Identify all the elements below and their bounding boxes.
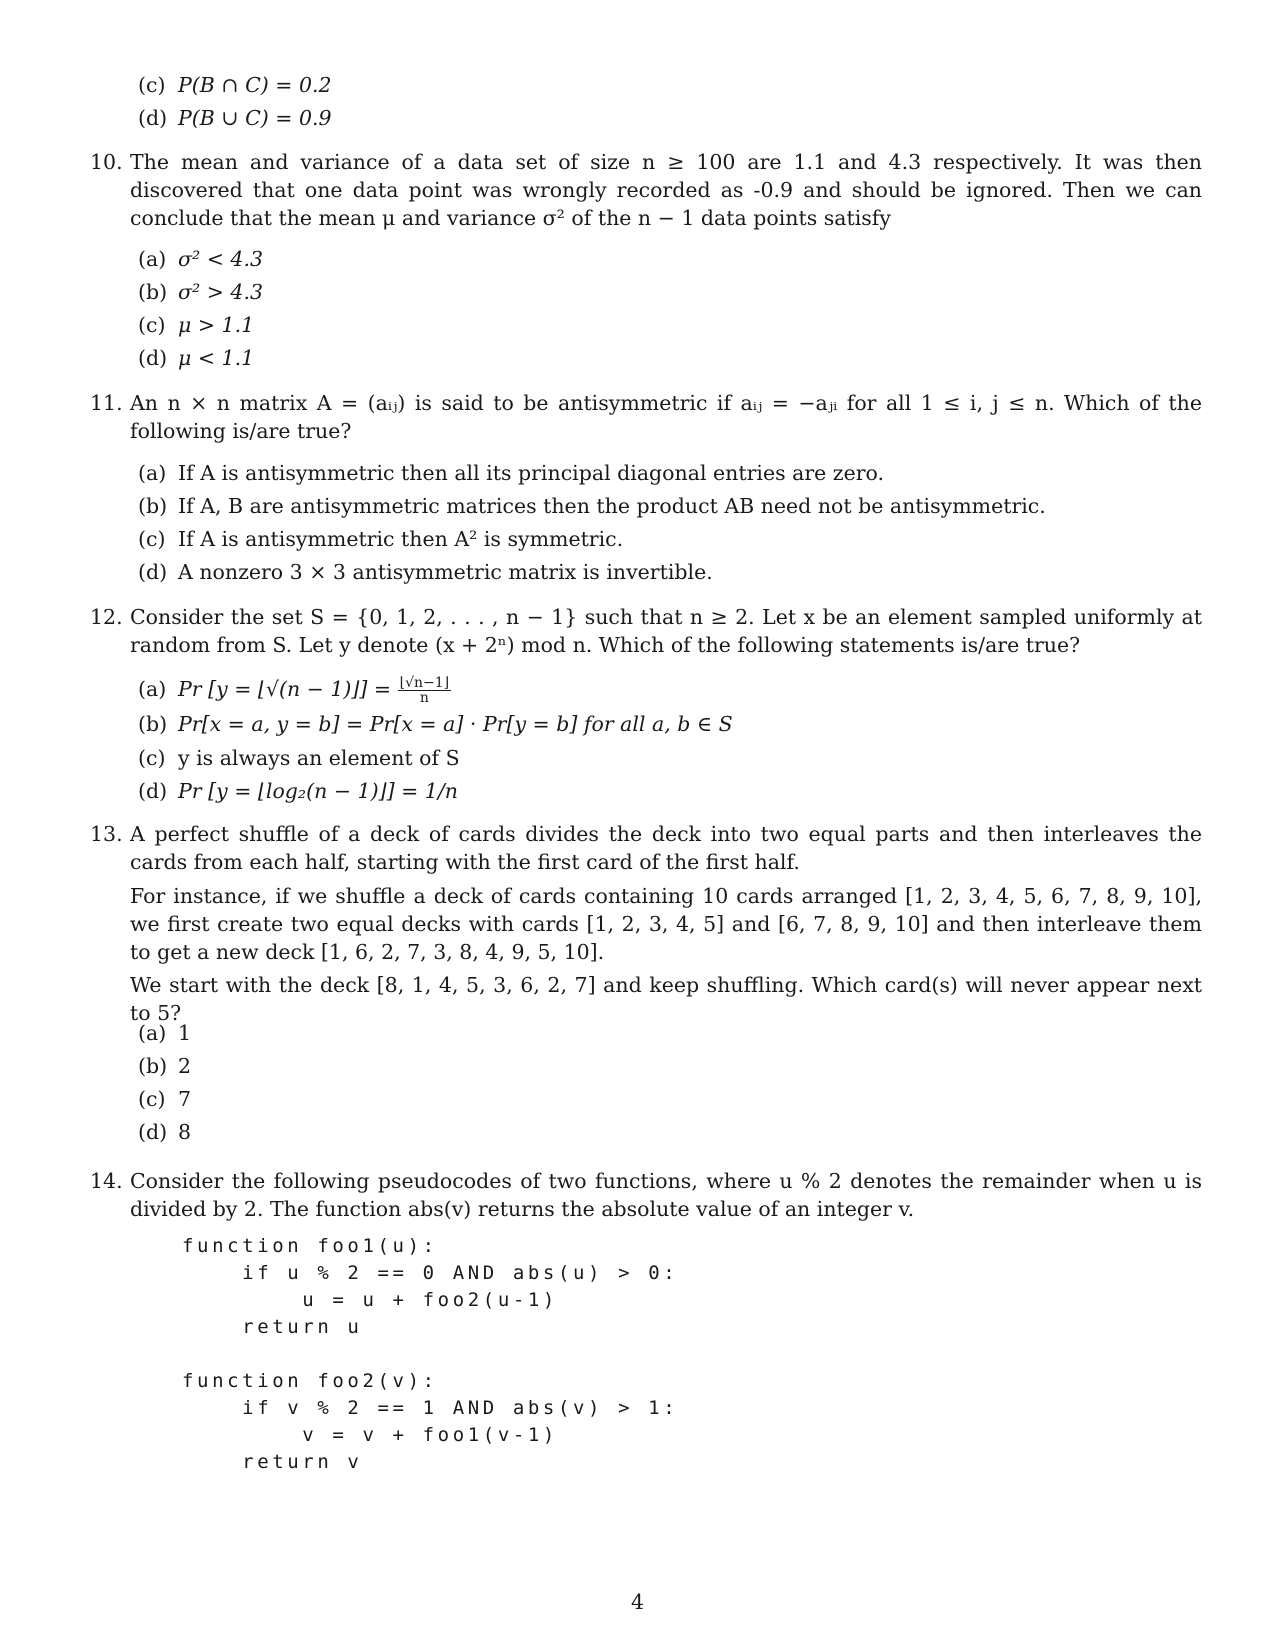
q12-option-a: (a) Pr [y = ⌊√(n − 1)⌋] = $\frac{⌊√n-1⌋}{n}$ [138, 675, 450, 706]
question-number: 14. [90, 1169, 123, 1193]
q10-option-b: (b) σ² > 4.3 [138, 280, 264, 304]
q11-option-a: (a) If A is antisymmetric then all its principal diagonal entries are zero. [138, 461, 885, 485]
question-number: 13. [90, 822, 123, 846]
code-line: function foo2(v): [182, 1370, 438, 1392]
q13-example-paragraph: For instance, if we shuffle a deck of cards containing 10 cards arranged [1, 2, 3, 4, 5, 6, 7, 8, 9, 10], we first create two equal decks with cards [1, 2, 3, 4, 5] and [6, 7, 8, 9, 10] and then interleave them to get a new deck [1, 6, 2, 7, 3, 8, 4, 9, 5, 10]. [130, 884, 1202, 964]
q13-option-b: (b) 2 [138, 1054, 192, 1078]
question-11 [90, 389, 1202, 445]
question-text: A perfect shuffle of a deck of cards divides the deck into two equal parts and then interleaves the cards from each half, starting with the first card of the first half. [130, 822, 1202, 874]
q9-option-c: (c) P(B ∩ C) = 0.2 [138, 73, 332, 97]
q12-option-c: (c) y is always an element of S [138, 746, 460, 770]
question-text: An n × n matrix A = (aᵢⱼ) is said to be antisymmetric if aᵢⱼ = −aⱼᵢ for all 1 ≤ i, j ≤ n. Which of the following is/are true? [130, 391, 1202, 443]
code-line: u = u + foo2(u-1) [182, 1289, 558, 1311]
q13-task-paragraph: We start with the deck [8, 1, 4, 5, 3, 6, 2, 7] and keep shuffling. Which card(s) will never appear next to 5? [130, 973, 1202, 1025]
page-number: 4 [630, 1590, 645, 1614]
q13-option-d: (d) 8 [138, 1120, 192, 1144]
question-text: The mean and variance of a data set of size n ≥ 100 are 1.1 and 4.3 respectively. It was then discovered that one data point was wrongly recorded as -0.9 and should be ignored. Then we can conclude that the mean μ and variance σ² of the n − 1 data points satisfy [130, 150, 1202, 230]
question-10 [90, 148, 1202, 232]
code-line: function foo1(u): [182, 1235, 438, 1257]
question-number: 11. [90, 391, 123, 415]
q12-option-d: (d) Pr [y = ⌊log₂(n − 1)⌋] = 1/n [138, 779, 458, 803]
question-number: 12. [90, 605, 123, 629]
q11-option-b: (b) If A, B are antisymmetric matrices then the product AB need not be antisymmetric. [138, 494, 1046, 518]
code-line: return v [182, 1451, 363, 1473]
q12-option-b: (b) Pr[x = a, y = b] = Pr[x = a] · Pr[y = b] for all a, b ∈ S [138, 712, 733, 736]
q11-option-d: (d) A nonzero 3 × 3 antisymmetric matrix is invertible. [138, 560, 713, 584]
question-text: Consider the following pseudocodes of two functions, where u % 2 denotes the remainder when u is divided by 2. The function abs(v) returns the absolute value of an integer v. [130, 1169, 1202, 1221]
question-number: 10. [90, 150, 123, 174]
fraction: $\frac{⌊√n-1⌋}{n}$ [399, 675, 450, 706]
q10-option-a: (a) σ² < 4.3 [138, 247, 264, 271]
q11-option-c: (c) If A is antisymmetric then A² is symmetric. [138, 527, 624, 551]
code-line: v = v + foo1(v-1) [182, 1424, 558, 1446]
code-line: return u [182, 1316, 363, 1338]
q10-option-c: (c) μ > 1.1 [138, 313, 255, 337]
code-line: if v % 2 == 1 AND abs(v) > 1: [182, 1397, 679, 1419]
q10-option-d: (d) μ < 1.1 [138, 346, 255, 370]
q13-option-a: (a) 1 [138, 1021, 192, 1045]
question-12 [90, 603, 1202, 659]
code-line: if u % 2 == 0 AND abs(u) > 0: [182, 1262, 679, 1284]
question-text: Consider the set S = {0, 1, 2, . . . , n − 1} such that n ≥ 2. Let x be an element sampled uniformly at random from S. Let y denote (x + 2ⁿ) mod n. Which of the following statements is/are true? [130, 605, 1202, 657]
question-14 [90, 1167, 1202, 1223]
question-13 [90, 820, 1202, 876]
q13-option-c: (c) 7 [138, 1087, 192, 1111]
q9-option-d: (d) P(B ∪ C) = 0.9 [138, 106, 332, 130]
